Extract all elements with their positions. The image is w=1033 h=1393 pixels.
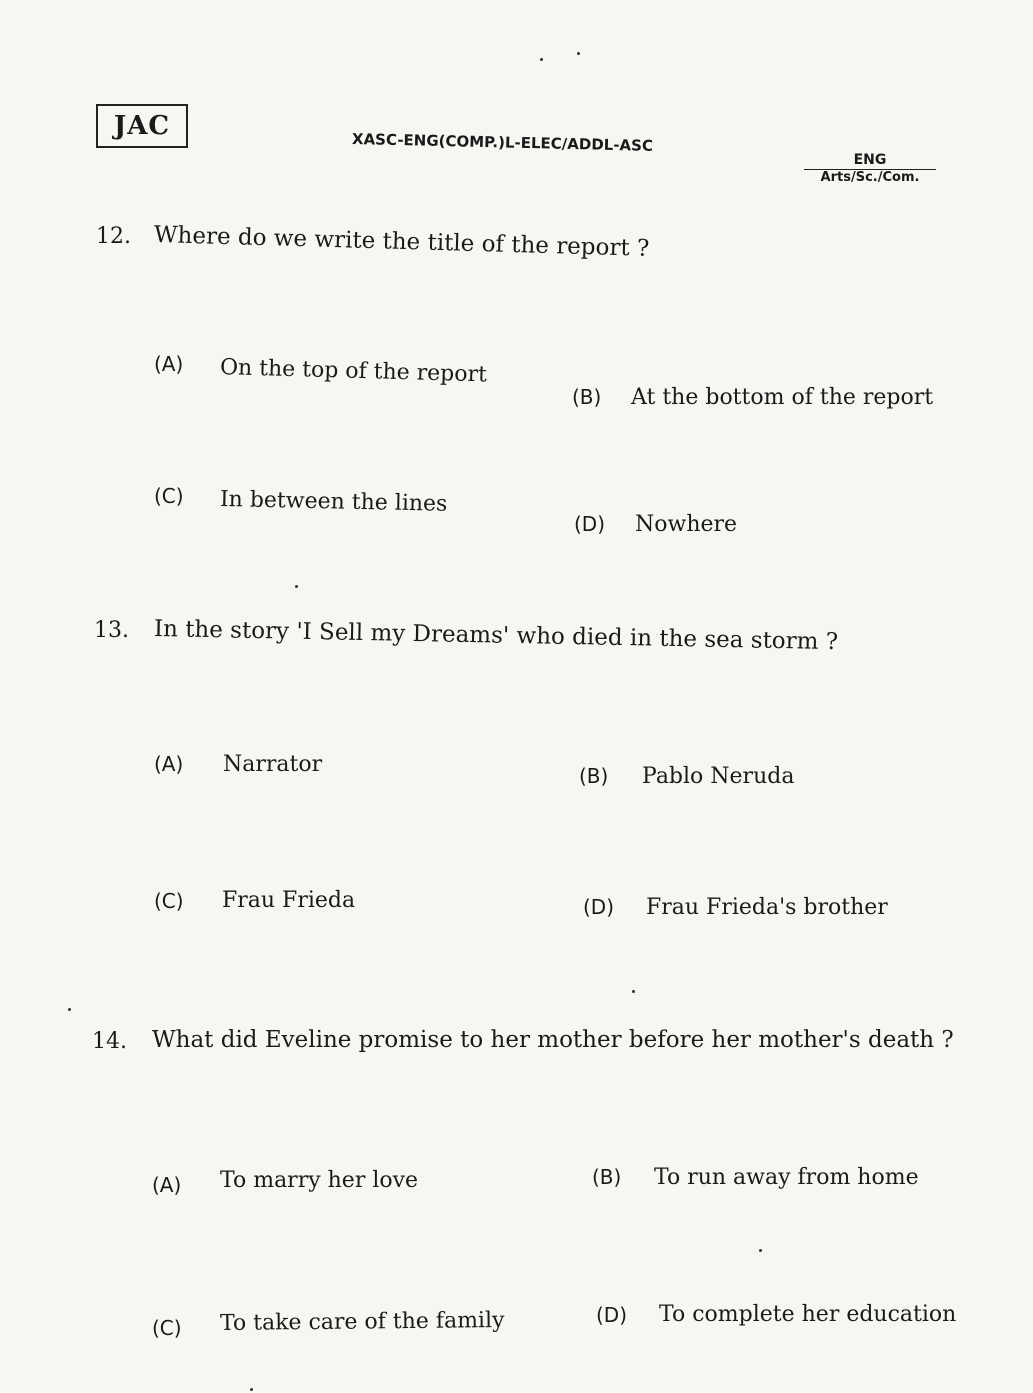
option-text: Pablo Neruda bbox=[642, 764, 795, 789]
question-number: 12. bbox=[96, 224, 131, 249]
option-text: To marry her love bbox=[220, 1168, 419, 1193]
option-label: (A) bbox=[154, 752, 184, 776]
option-label: (D) bbox=[574, 512, 606, 536]
scan-speck bbox=[577, 52, 580, 55]
option-label: (C) bbox=[154, 484, 184, 508]
option-label: (C) bbox=[154, 889, 184, 913]
option-text: To take care of the family bbox=[219, 1308, 505, 1336]
scan-speck bbox=[759, 1249, 762, 1252]
scan-speck bbox=[295, 585, 298, 588]
option-label: (C) bbox=[152, 1316, 182, 1340]
option-label: (B) bbox=[579, 764, 609, 788]
question-number: 13. bbox=[94, 618, 129, 643]
option-label: (B) bbox=[592, 1165, 622, 1189]
question-text: Where do we write the title of the report ? bbox=[153, 222, 650, 262]
option-label: (D) bbox=[583, 895, 615, 919]
option-label: (B) bbox=[572, 385, 602, 409]
scan-speck bbox=[632, 990, 635, 993]
question-text: What did Eveline promise to her mother before her mother's death ? bbox=[152, 1027, 954, 1053]
option-text: To complete her education bbox=[659, 1302, 957, 1327]
board-logo-box: JAC bbox=[96, 104, 188, 148]
option-text: At the bottom of the report bbox=[631, 385, 934, 410]
option-text: In between the lines bbox=[219, 487, 448, 517]
scan-speck bbox=[540, 58, 543, 61]
option-text: Frau Frieda's brother bbox=[646, 895, 888, 920]
option-text: To run away from home bbox=[654, 1165, 919, 1190]
option-text: Nowhere bbox=[635, 512, 738, 537]
question-number: 14. bbox=[92, 1029, 127, 1054]
paper-code: XASC-ENG(COMP.)L-ELEC/ADDL-ASC bbox=[351, 130, 654, 155]
option-text: On the top of the report bbox=[219, 355, 488, 388]
option-label: (A) bbox=[152, 1173, 182, 1197]
option-text: Frau Frieda bbox=[222, 888, 356, 913]
question-text: In the story 'I Sell my Dreams' who died in the sea storm ? bbox=[153, 616, 839, 656]
subject-stream bbox=[804, 152, 936, 186]
subject-name: ENG bbox=[804, 152, 936, 170]
option-label: (D) bbox=[596, 1303, 628, 1327]
option-label: (A) bbox=[154, 352, 184, 376]
scan-speck bbox=[68, 1008, 71, 1011]
scan-speck bbox=[250, 1388, 253, 1391]
stream-names: Arts/Sc./Com. bbox=[820, 170, 920, 185]
option-text: Narrator bbox=[223, 752, 323, 777]
